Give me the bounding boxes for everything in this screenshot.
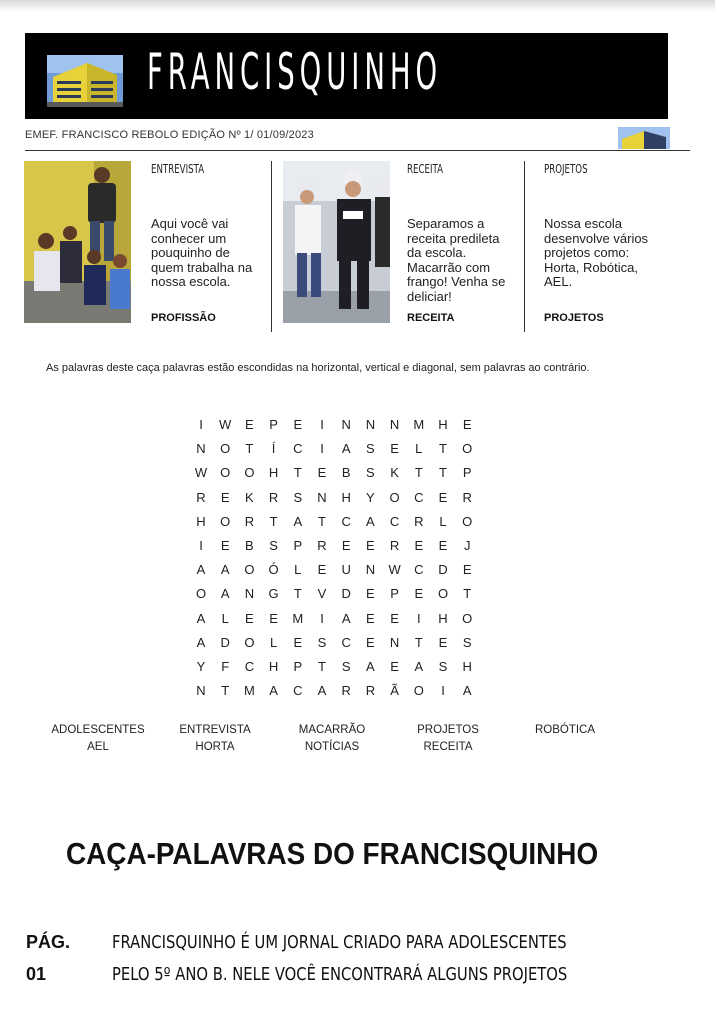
grid-letter: I bbox=[416, 610, 421, 626]
column-heading-projects: PROJETOS bbox=[544, 162, 588, 176]
school-building-thumbnail bbox=[618, 127, 670, 149]
grid-letter: M bbox=[413, 417, 425, 432]
newspaper-title: FRANCISQUINHO bbox=[147, 43, 443, 101]
grid-letter: A bbox=[269, 683, 278, 699]
grid-letter: O bbox=[437, 586, 449, 602]
grid-letter: D bbox=[220, 634, 230, 650]
grid-letter: A bbox=[220, 586, 230, 602]
grid-letter: T bbox=[318, 659, 326, 674]
column-heading-recipe: RECEITA bbox=[407, 162, 444, 176]
grid-letter: A bbox=[293, 513, 303, 529]
grid-letter: N bbox=[196, 683, 206, 699]
grid-letter: H bbox=[438, 610, 448, 626]
grid-letter: Í bbox=[271, 441, 276, 457]
grid-letter: L bbox=[415, 441, 423, 457]
grid-letter: A bbox=[220, 562, 230, 578]
grid-letter: O bbox=[462, 610, 473, 626]
word-list-item: MACARRÃO bbox=[298, 724, 366, 736]
grid-letter: N bbox=[389, 634, 400, 650]
grid-letter: O bbox=[195, 586, 207, 602]
grid-letter: R bbox=[196, 489, 206, 505]
grid-letter: E bbox=[462, 562, 472, 578]
grid-letter: R bbox=[317, 538, 327, 553]
grid-letter: R bbox=[389, 538, 400, 553]
grid-letter: S bbox=[269, 538, 278, 553]
grid-letter: T bbox=[293, 586, 302, 602]
grid-letter: N bbox=[317, 489, 327, 505]
grid-letter: A bbox=[196, 562, 206, 578]
grid-letter: S bbox=[438, 659, 448, 674]
grid-letter: A bbox=[196, 634, 206, 650]
grid-letter: A bbox=[317, 683, 327, 699]
puzzle-title: CAÇA-PALAVRAS DO FRANCISQUINHO bbox=[66, 836, 599, 871]
grid-letter: E bbox=[390, 659, 399, 674]
school-building-photo bbox=[47, 55, 123, 107]
grid-letter: E bbox=[220, 538, 230, 553]
grid-letter: P bbox=[390, 586, 399, 602]
grid-letter: T bbox=[414, 465, 423, 481]
grid-letter: E bbox=[293, 417, 303, 432]
word-list-item: ENTREVISTA bbox=[179, 724, 251, 736]
page-number: 01 bbox=[26, 964, 47, 984]
grid-letter: B bbox=[245, 538, 254, 553]
grid-letter: P bbox=[269, 417, 278, 432]
column-heading-interview: ENTREVISTA bbox=[151, 162, 205, 176]
column-footer-interview: PROFISSÃO bbox=[151, 312, 216, 324]
grid-letter: S bbox=[317, 634, 327, 650]
grid-letter: O bbox=[462, 441, 473, 457]
grid-letter: E bbox=[245, 610, 254, 626]
grid-letter: T bbox=[463, 586, 472, 602]
word-list-item: HORTA bbox=[195, 741, 235, 753]
grid-letter: O bbox=[462, 513, 473, 529]
grid-letter: N bbox=[365, 417, 376, 432]
grid-letter: T bbox=[414, 634, 423, 650]
grid-letter: E bbox=[414, 586, 424, 602]
grid-letter: E bbox=[341, 538, 351, 553]
column-footer-recipe: RECEITA bbox=[407, 312, 455, 324]
grid-letter: K bbox=[390, 465, 399, 481]
grid-letter: E bbox=[317, 465, 327, 481]
grid-letter: S bbox=[462, 634, 472, 650]
top-shade bbox=[0, 0, 715, 12]
grid-letter: R bbox=[244, 513, 255, 529]
grid-letter: F bbox=[221, 659, 230, 674]
grid-letter: T bbox=[318, 513, 326, 529]
grid-letter: C bbox=[293, 683, 303, 699]
grid-letter: C bbox=[341, 634, 351, 650]
grid-letter: C bbox=[414, 562, 424, 578]
word-list-item: ADOLESCENTES bbox=[51, 724, 145, 736]
grid-letter: E bbox=[390, 610, 399, 626]
grid-letter: H bbox=[268, 465, 279, 481]
puzzle-instructions: As palavras deste caça palavras estão escondidas na horizontal, vertical e diagonal, sem palavras ao contrário. bbox=[46, 362, 590, 374]
grid-letter: N bbox=[365, 562, 376, 578]
grid-letter: P bbox=[293, 538, 303, 553]
grid-letter: I bbox=[320, 610, 324, 626]
grid-letter: T bbox=[439, 465, 447, 481]
interview-photo bbox=[24, 161, 131, 323]
grid-letter: P bbox=[293, 659, 303, 674]
column-body-recipe: Separamos a receita predileta da escola. Macarrão com frango! Venha se deliciar! bbox=[407, 216, 506, 304]
grid-letter: Y bbox=[366, 489, 375, 505]
grid-letter: T bbox=[245, 441, 254, 457]
grid-letter: E bbox=[438, 634, 448, 650]
grid-letter: I bbox=[199, 417, 203, 432]
grid-letter: S bbox=[366, 441, 375, 457]
grid-letter: B bbox=[341, 465, 351, 481]
grid-letter: E bbox=[462, 417, 472, 432]
grid-letter: H bbox=[462, 659, 472, 674]
grid-letter: G bbox=[268, 586, 279, 602]
column-divider bbox=[524, 161, 525, 332]
grid-letter: N bbox=[196, 441, 206, 457]
grid-letter: I bbox=[320, 417, 324, 432]
grid-letter: P bbox=[462, 465, 472, 481]
grid-letter: M bbox=[243, 683, 255, 699]
grid-letter: W bbox=[388, 562, 401, 578]
grid-letter: O bbox=[244, 465, 255, 481]
grid-letter: D bbox=[341, 586, 351, 602]
word-list-item: ROBÓTICA bbox=[534, 724, 596, 736]
grid-letter: T bbox=[293, 465, 302, 481]
grid-letter: S bbox=[293, 489, 303, 505]
grid-letter: L bbox=[439, 513, 447, 529]
grid-letter: R bbox=[365, 683, 376, 699]
grid-letter: R bbox=[462, 489, 472, 505]
grid-letter: O bbox=[389, 489, 400, 505]
grid-letter: I bbox=[441, 683, 445, 699]
grid-letter: R bbox=[268, 489, 279, 505]
grid-letter: C bbox=[244, 659, 255, 674]
grid-letter: A bbox=[196, 610, 206, 626]
grid-letter: O bbox=[220, 513, 231, 529]
grid-letter: R bbox=[414, 513, 424, 529]
column-body-projects: Nossa escola desenvolve vários projetos como: Horta, Robótica, AEL. bbox=[544, 216, 649, 290]
grid-letter: W bbox=[219, 417, 232, 432]
grid-letter: C bbox=[414, 489, 424, 505]
grid-letter: E bbox=[317, 562, 327, 578]
grid-letter: A bbox=[462, 683, 472, 699]
grid-letter: H bbox=[438, 417, 448, 432]
grid-letter: C bbox=[389, 513, 400, 529]
grid-letter: A bbox=[341, 610, 351, 626]
grid-letter: E bbox=[366, 538, 375, 553]
grid-letter: R bbox=[341, 683, 351, 699]
grid-letter: V bbox=[317, 586, 327, 602]
grid-letter: T bbox=[269, 513, 278, 529]
grid-letter: H bbox=[268, 659, 279, 674]
word-list-item: RECEITA bbox=[423, 741, 473, 753]
grid-letter: K bbox=[245, 489, 254, 505]
grid-letter: E bbox=[220, 489, 230, 505]
grid-letter: A bbox=[366, 659, 375, 674]
grid-letter: N bbox=[389, 417, 400, 432]
grid-letter: E bbox=[293, 634, 303, 650]
grid-letter: L bbox=[269, 634, 278, 650]
word-list-item: NOTÍCIAS bbox=[304, 741, 360, 753]
grid-letter: E bbox=[390, 441, 399, 457]
grid-letter: H bbox=[196, 513, 206, 529]
grid-letter: E bbox=[438, 489, 448, 505]
header-rule bbox=[25, 150, 690, 151]
grid-letter: E bbox=[438, 538, 448, 553]
grid-letter: A bbox=[341, 441, 351, 457]
grid-letter: D bbox=[438, 562, 448, 578]
footer-line-2: PELO 5º ANO B. NELE VOCÊ ENCONTRARÁ ALGUNS PROJETOS bbox=[112, 964, 568, 985]
grid-letter: O bbox=[244, 634, 255, 650]
page-label: PÁG. bbox=[26, 932, 71, 952]
grid-letter: H bbox=[341, 489, 351, 505]
word-list-item: AEL bbox=[87, 741, 109, 753]
grid-letter: O bbox=[220, 465, 231, 481]
grid-letter: W bbox=[194, 465, 208, 481]
grid-letter: Y bbox=[196, 659, 206, 674]
grid-letter: A bbox=[414, 659, 424, 674]
grid-letter: L bbox=[221, 610, 229, 626]
grid-letter: E bbox=[366, 634, 375, 650]
grid-letter: Ã bbox=[390, 683, 399, 699]
grid-letter: O bbox=[413, 683, 424, 699]
column-footer-projects: PROJETOS bbox=[544, 312, 604, 324]
grid-letter: S bbox=[341, 659, 351, 674]
grid-letter: E bbox=[366, 586, 375, 602]
recipe-photo bbox=[283, 161, 390, 323]
edition-line: EMEF. FRANCISCO REBOLO EDIÇÃO Nº 1/ 01/09/2023 bbox=[25, 129, 314, 141]
grid-letter: E bbox=[414, 538, 424, 553]
grid-letter: M bbox=[292, 610, 304, 626]
grid-letter: Ó bbox=[268, 562, 279, 578]
grid-letter: E bbox=[269, 610, 278, 626]
grid-letter: E bbox=[366, 610, 375, 626]
grid-letter: T bbox=[439, 441, 447, 457]
grid-letter: N bbox=[341, 417, 351, 432]
grid-letter: E bbox=[245, 417, 254, 432]
word-list-item: PROJETOS bbox=[417, 724, 479, 736]
grid-letter: T bbox=[221, 683, 230, 699]
grid-letter: O bbox=[220, 441, 231, 457]
grid-letter: I bbox=[199, 538, 203, 553]
grid-letter: C bbox=[293, 441, 303, 457]
masthead bbox=[25, 33, 668, 119]
column-body-interview: Aqui você vai conhecer um pouquinho de quem trabalha na nossa escola. bbox=[151, 216, 253, 290]
grid-letter: I bbox=[320, 441, 324, 457]
footer-line-1: FRANCISQUINHO É UM JORNAL CRIADO PARA ADOLESCENTES bbox=[112, 932, 567, 953]
grid-letter: O bbox=[244, 562, 255, 578]
grid-letter: J bbox=[463, 538, 471, 553]
grid-letter: A bbox=[366, 513, 375, 529]
grid-letter: S bbox=[366, 465, 375, 481]
grid-letter: N bbox=[244, 586, 255, 602]
grid-letter: C bbox=[341, 513, 351, 529]
grid-letter: U bbox=[341, 562, 351, 578]
column-divider bbox=[271, 161, 272, 332]
grid-letter: L bbox=[294, 562, 302, 578]
